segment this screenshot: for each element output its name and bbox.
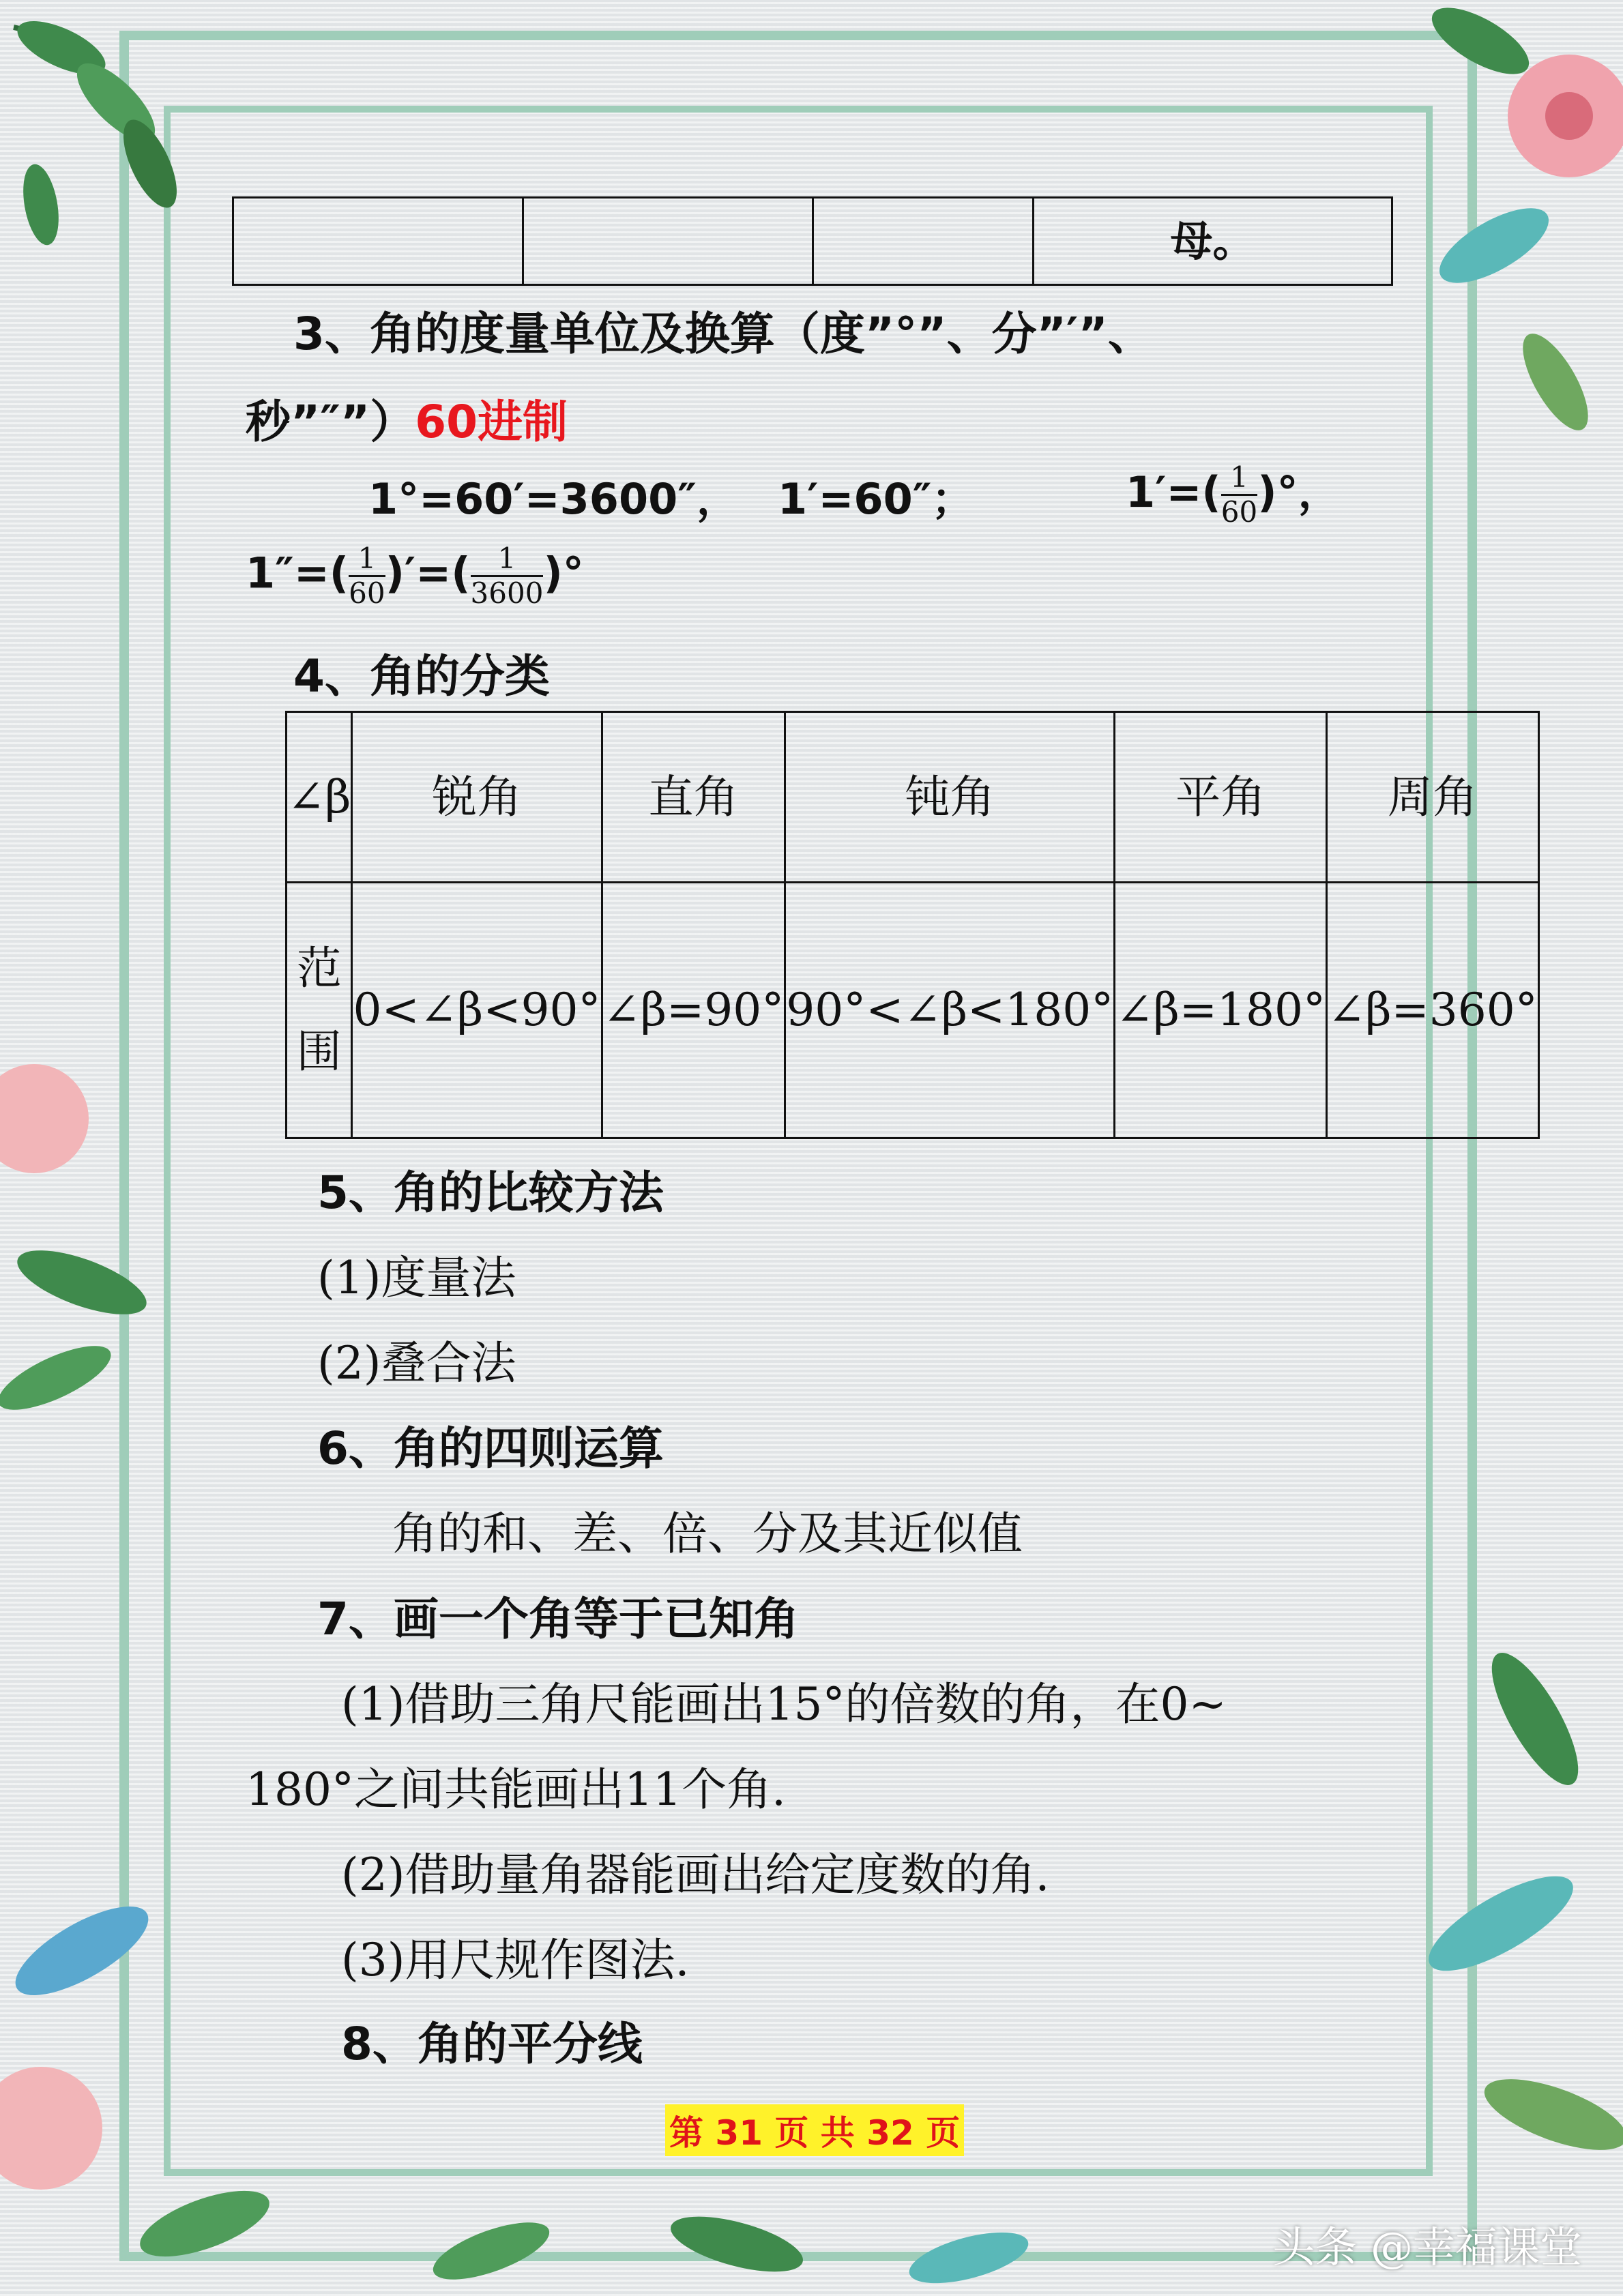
top-table-cell [233, 198, 523, 285]
watermark: 头条 @幸福课堂 [1272, 2222, 1582, 2272]
header-cell-angle: ∠β [287, 712, 352, 883]
range-cell-full: ∠β=360° [1327, 883, 1539, 1138]
eq3-suffix: )°， [1257, 467, 1341, 517]
sec7-item2: (2)借助量角器能画出给定度数的角. [341, 1849, 1050, 1901]
range-cell-obtuse: 90°<∠β<180° [785, 883, 1115, 1138]
sec3-eq1: 1°=60′=3600″， [368, 474, 739, 524]
fraction-1-60 [349, 542, 385, 610]
eq4-mid: )′=( [385, 548, 471, 598]
header-cell-right: 直角 [602, 712, 785, 883]
leaf-bottom-right-icon [1330, 1637, 1623, 2296]
sec3-eq4 [246, 542, 584, 610]
eq4-prefix: 1″=( [246, 548, 349, 598]
flower-left-icon [0, 1023, 205, 1501]
frac-num: 1 [1221, 461, 1257, 496]
fraction-1-60 [1221, 461, 1257, 529]
sec3-eq2: 1′=60″； [778, 474, 974, 524]
frac-num: 1 [471, 542, 544, 577]
range-cell-straight: ∠β=180° [1115, 883, 1327, 1138]
top-table [232, 196, 1393, 286]
top-table-cell [523, 198, 813, 285]
flower-top-right-icon [1399, 0, 1623, 477]
sec3-heading-text: 秒”″”） [246, 396, 415, 448]
frac-den: 3600 [470, 576, 544, 610]
sec3-heading-red: 60进制 [415, 396, 568, 448]
sec5-item2: (2)叠合法 [317, 1337, 516, 1389]
top-table-cell: 母。 [1034, 198, 1392, 285]
sec5-heading: 5、角的比较方法 [317, 1166, 664, 1219]
sec3-heading-line1: 3、角的度量单位及换算（度”°”、分”′”、 [293, 308, 1153, 360]
sec3-eq3 [1126, 458, 1341, 529]
leaf-bottom-center-icon [409, 2169, 1092, 2296]
sec7-item1b: 180°之间共能画出11个角. [246, 1763, 786, 1816]
eq3-prefix: 1′=( [1126, 467, 1221, 517]
top-table-cell [813, 198, 1034, 285]
sec6-heading: 6、角的四则运算 [317, 1422, 664, 1475]
range-cell-right: ∠β=90° [602, 883, 785, 1138]
range-cell-acute: 0<∠β<90° [352, 883, 602, 1138]
leaf-top-left-icon [0, 0, 259, 327]
header-cell-acute: 锐角 [352, 712, 602, 883]
range-label-cell: 范围 [287, 883, 352, 1138]
sec6-text: 角的和、差、倍、分及其近似值 [392, 1507, 1023, 1560]
sec7-item1a: (1)借助三角尺能画出15°的倍数的角，在0~ [341, 1678, 1227, 1731]
header-cell-straight: 平角 [1115, 712, 1327, 883]
sec8-heading: 8、角的平分线 [341, 2018, 643, 2070]
header-cell-obtuse: 钝角 [785, 712, 1115, 883]
frac-num: 1 [349, 542, 385, 577]
angle-classification-table [285, 711, 1540, 1139]
sec4-heading: 4、角的分类 [293, 650, 550, 703]
fraction-1-3600 [471, 542, 544, 610]
sec5-item1: (1)度量法 [317, 1252, 516, 1304]
frac-den: 60 [1220, 495, 1258, 529]
page-number: 第 31 页 共 32 页 [665, 2104, 964, 2156]
sec7-item3: (3)用尺规作图法. [341, 1934, 690, 1986]
frac-den: 60 [349, 576, 385, 610]
sec3-heading-line2 [246, 385, 568, 450]
leaf-bottom-left-icon [0, 1842, 287, 2296]
eq4-suffix: )° [543, 548, 584, 598]
header-cell-full: 周角 [1327, 712, 1539, 883]
sec7-heading: 7、画一个角等于已知角 [317, 1593, 799, 1645]
